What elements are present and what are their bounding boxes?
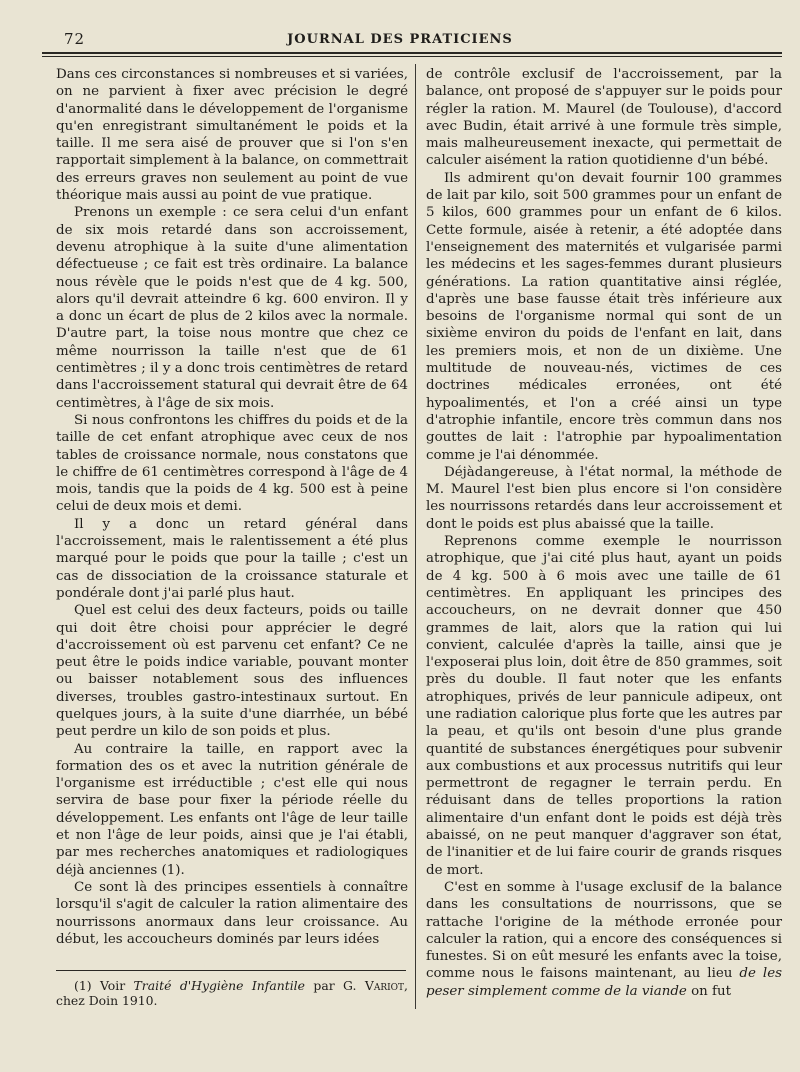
header-rule: [42, 52, 782, 54]
paragraph: Déjàdangereuse, à l'état normal, la méthode de M. Maurel l'est bien plus encore si l'on considère les nourrissons retardés dans leur accroissement et dont le poids est plus abaissé que la taille.: [426, 464, 782, 532]
right-column: [426, 66, 782, 1000]
page-header: [0, 26, 800, 52]
paragraph-emphasis: de les peser simplement comme de la viande: [426, 966, 782, 999]
paragraph: Il y a donc un retard général dans l'accroissement, mais le ralentissement a été plus marqué pour le poids que pour la taille ; c'est un cas de dissociation de la croissance staturale et pondérale dont j'ai parlé plus haut.: [56, 516, 408, 601]
paragraph-text-end: on fut: [686, 983, 732, 999]
paragraph: Ce sont là des principes essentiels à connaître lorsqu'il s'agit de calculer la ration alimentaire des nourrissons anormaux dans leur croissance. Au début, les accoucheurs dominés par leurs idées: [56, 879, 408, 947]
paragraph: Ils admirent qu'on devait fournir 100 grammes de lait par kilo, soit 500 grammes pour un enfant de 5 kilos, 600 grammes pour un enfant de 6 kilos. Cette formule, aisée à retenir, a été adoptée dans l'enseignement des maternités et vulgarisée parmi les médecins et les sages-femmes durant plusieurs générations. La ration quantitative ainsi réglée, d'après une base fausse était très inférieure aux besoins de l'organisme normal qui sont de un sixième environ du poids de l'enfant en lait, dans les premiers mois, et non de un dixième. Une multitude de nouveau-nés, victimes de ces doctrines médicales erronées, ont été hypoalimentés, et l'on a créé ainsi un type d'atrophie infantile, encore très commun dans nos gouttes de lait : l'atrophie par hypoalimentation comme je l'ai dénommée.: [426, 170, 782, 463]
paragraph: Quel est celui des deux facteurs, poids ou taille qui doit être choisi pour apprécier le degré d'accroissement où est parvenu cet enfant? Ce ne peut être le poids indice variable, pouvant monter ou baisser notablement sous des influences diverses, troubles gastro-intestinaux surtout. En quelques jours, à la suite d'une diarrhée, un bébé peut perdre un kilo de son poids et plus.: [56, 603, 408, 740]
footnote-prefix: (1) Voir: [74, 978, 134, 993]
footnote-author: Variot: [364, 978, 405, 993]
paragraph: Au contraire la taille, en rapport avec la formation des os et avec la nutrition générale de l'organisme est irréductible ; c'est elle qui nous servira de base pour fixer la période réelle du développement. Les enfants ont l'âge de leur taille et non l'âge de leur poids, ainsi que je l'ai établi, par mes recherches anatomiques et radiologiques déjà anciennes (1).: [56, 741, 408, 878]
paragraph: [426, 879, 782, 1000]
journal-title: JOURNAL DES PRATICIENS: [287, 32, 513, 47]
paragraph: Prenons un exemple : ce sera celui d'un enfant de six mois retardé dans son accroissement, devenu atrophique à la suite d'une alimentation défectueuse ; ce fait est très ordinaire. La balance nous révèle que le poids n'est que de 4 kg. 500, alors qu'il devrait atteindre 6 kg. 600 environ. Il y a donc un écart de plus de 2 kilos avec la normale. D'autre part, la toise nous montre que chez ce même nourrisson la taille n'est que de 61 centimètres ; il y a donc trois centimètres de retard dans l'accroissement statural qui devrait être de 64 centimètres, à l'âge de six mois.: [56, 205, 408, 411]
paragraph: de contrôle exclusif de l'accroissement, par la balance, ont proposé de s'appuyer sur le poids pour régler la ration. M. Maurel (de Toulouse), d'accord avec Budin, était arrivé à une formule très simple, mais malheureusement inexacte, qui permettait de calculer aisément la ration quotidienne d'un bébé.: [426, 67, 782, 169]
footnote-suffix: , chez Doin 1910.: [56, 978, 408, 1008]
paragraph-text: C'est en somme à l'usage exclusif de la balance dans les consultations de nourrissons, que se rattache l'origine de la méthode erronée pour calculer la ration, qui a encore des conséquences si funestes. Si on eût mesuré les enfants avec la toise, comme nous le faisons maintenant, au lieu: [426, 879, 782, 982]
footnote-rule: [56, 970, 406, 971]
paragraph: Dans ces circonstances si nombreuses et si variées, on ne parvient à fixer avec précision le degré d'anormalité dans le développement de l'organisme qu'en enregistrant simultanément le poids et la taille. Il me sera aisé de prouver que si l'on s'en rapportait simplement à la balance, on commettrait des erreurs graves non seulement au point de vue théorique mais aussi au point de vue pratique.: [56, 67, 408, 204]
footnote-book-title: Traité d'Hygiène Infantile: [133, 978, 305, 993]
left-column: [56, 66, 408, 948]
paragraph: Si nous confrontons les chiffres du poids et de la taille de cet enfant atrophique avec ceux de nos tables de croissance normale, nous constatons que le chiffre de 61 centimètres correspond à l'âge de 4 mois, tandis que la poids de 4 kg. 500 est à peine celui de deux mois et demi.: [56, 412, 408, 515]
page-number: 72: [64, 30, 86, 48]
paragraph: Reprenons comme exemple le nourrisson atrophique, que j'ai cité plus haut, ayant un poids de 4 kg. 500 à 6 mois avec une taille de 61 centimètres. En appliquant les principes des accoucheurs, on ne devrait donner que 450 grammes de lait, alors que la ration qui lui convient, calculée d'après la taille, ainsi que je l'exposerai plus loin, doit être de 850 grammes, soit près du double. Il faut noter que les enfants atrophiques, privés de leur pannicule adipeux, ont une radiation calorique plus forte que les autres par la peau, et qu'ils ont besoin d'une plus grande quantité de substances énergétiques pour subvenir aux combustions et aux processus nutritifs qui leur permettront de regagner le terrain perdu. En réduisant dans de telles proportions la ration alimentaire d'un enfant dont le poids est déjà très abaissé, on ne peut manquer d'aggraver son état, de l'inanitier et de lui faire courir de grands risques de mort.: [426, 534, 782, 878]
column-divider: [415, 64, 416, 1009]
footnote: [56, 978, 408, 1008]
header-rule-thin: [42, 56, 782, 57]
footnote-middle: par G.: [304, 978, 365, 993]
